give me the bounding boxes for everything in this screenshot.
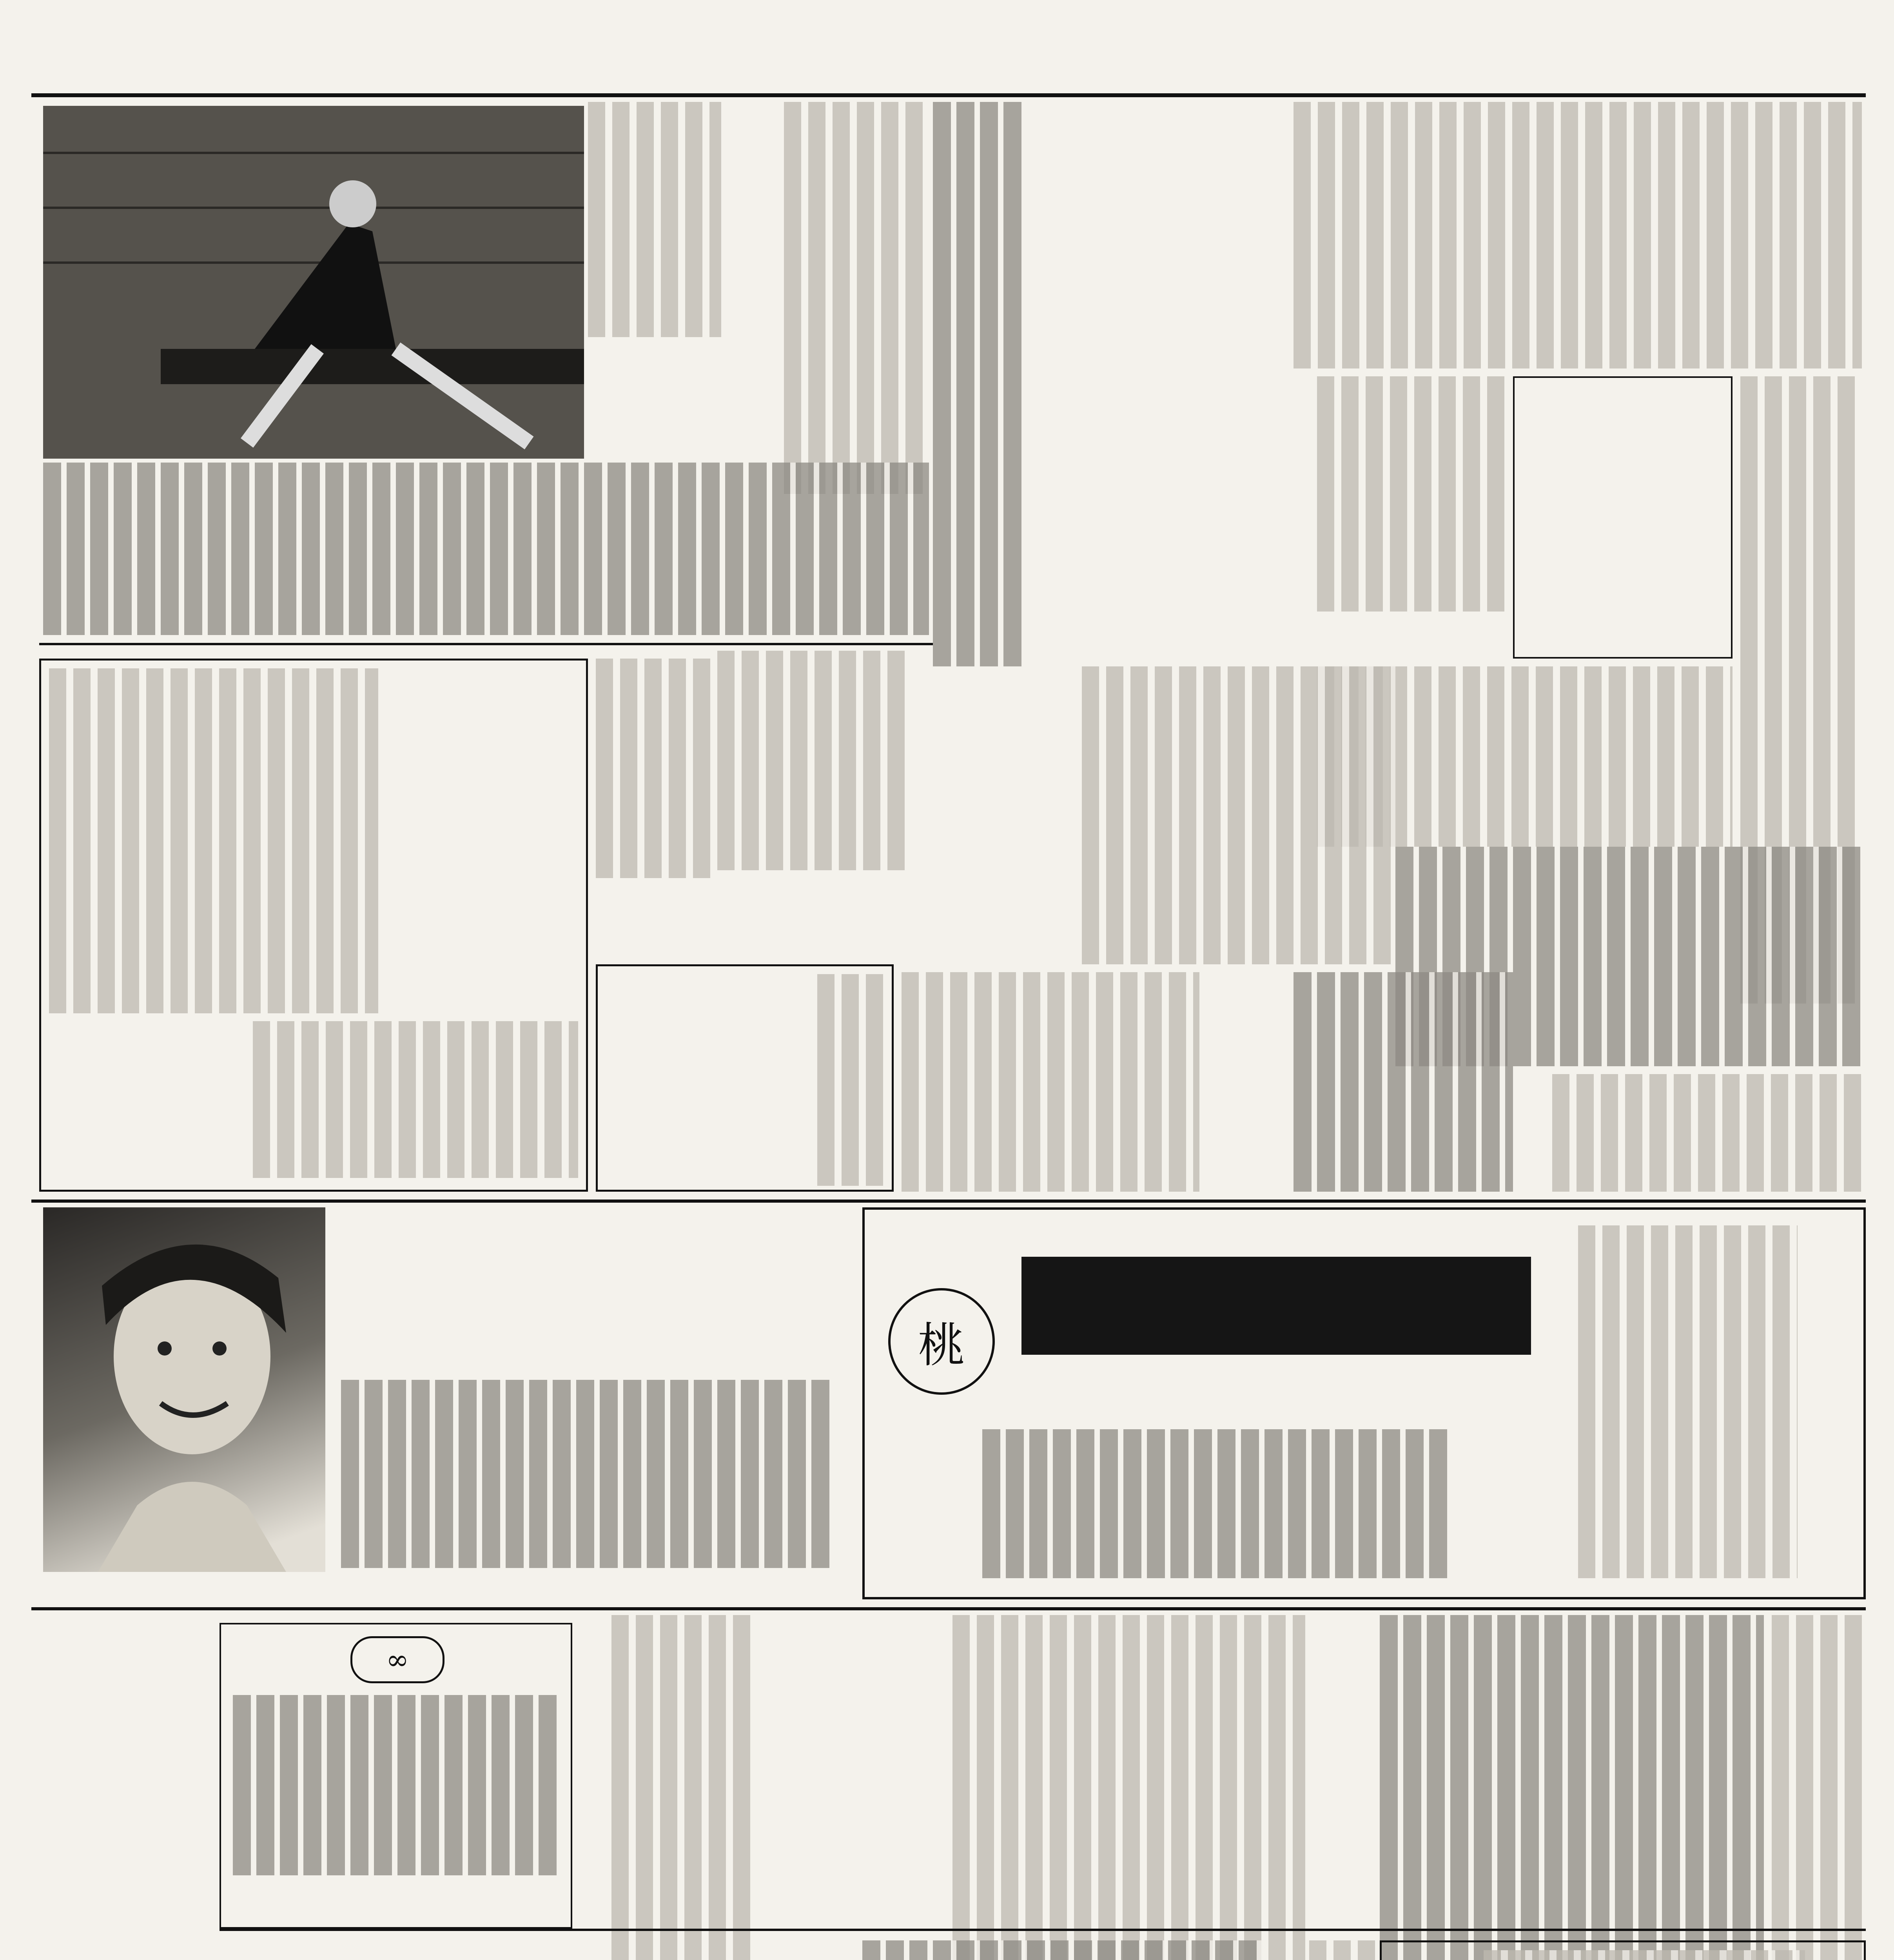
masthead bbox=[31, 27, 1866, 90]
mid-body-1 bbox=[902, 972, 1199, 1192]
bp-ad-box bbox=[862, 1207, 1866, 1599]
gymnast-intro-text bbox=[588, 102, 721, 337]
gymnastics-body bbox=[784, 102, 929, 494]
ads-top-rule bbox=[31, 1200, 1866, 1203]
peach-logo-icon: 桃 bbox=[888, 1288, 995, 1395]
sixth-body-left bbox=[1317, 376, 1505, 612]
gymnast-photo bbox=[43, 106, 584, 459]
bp-cartoons bbox=[982, 1429, 1453, 1578]
longsheng-text bbox=[952, 1615, 1305, 1960]
tender-notices bbox=[862, 1940, 1262, 1960]
lead-body-mid bbox=[933, 102, 1027, 666]
classifieds-top-rule bbox=[31, 1607, 1866, 1610]
bus-question-box bbox=[596, 964, 894, 1192]
breast-illustrations bbox=[341, 1380, 835, 1568]
woman-figure bbox=[43, 1207, 325, 1572]
right-notice bbox=[1772, 1615, 1862, 1960]
shop-ad-box bbox=[220, 1623, 572, 1929]
mid-body-2 bbox=[1294, 972, 1513, 1192]
clinic-body bbox=[1484, 1950, 1805, 1960]
bus-body bbox=[817, 974, 888, 1186]
classifieds-mid-rule bbox=[220, 1929, 1866, 1931]
construction-body bbox=[1309, 1940, 1380, 1960]
right-mid-body bbox=[1552, 1074, 1862, 1192]
lead-body-right bbox=[1294, 102, 1862, 368]
lumber-text bbox=[611, 1615, 753, 1960]
gymnastics-results bbox=[43, 463, 929, 635]
sixth-asian-games-box bbox=[1513, 376, 1733, 659]
section-rule-upper bbox=[39, 643, 933, 645]
masthead-rule bbox=[31, 93, 1866, 97]
reel-icon: ∞ bbox=[350, 1636, 444, 1683]
clinic-box bbox=[1380, 1940, 1866, 1960]
woman-portrait bbox=[43, 1207, 325, 1572]
shop-text bbox=[233, 1695, 558, 1875]
students-body bbox=[253, 1021, 578, 1178]
bp-brand bbox=[1021, 1257, 1531, 1355]
children-body bbox=[596, 659, 713, 878]
summer-body bbox=[49, 668, 378, 1013]
basketball-body bbox=[1082, 666, 1395, 964]
basketball-body-2 bbox=[717, 651, 905, 870]
gymnast-figure bbox=[43, 106, 584, 459]
tech-staff-table bbox=[1380, 1615, 1764, 1960]
summer-activities-box bbox=[39, 659, 588, 1192]
bp-ad-text bbox=[1578, 1225, 1798, 1578]
